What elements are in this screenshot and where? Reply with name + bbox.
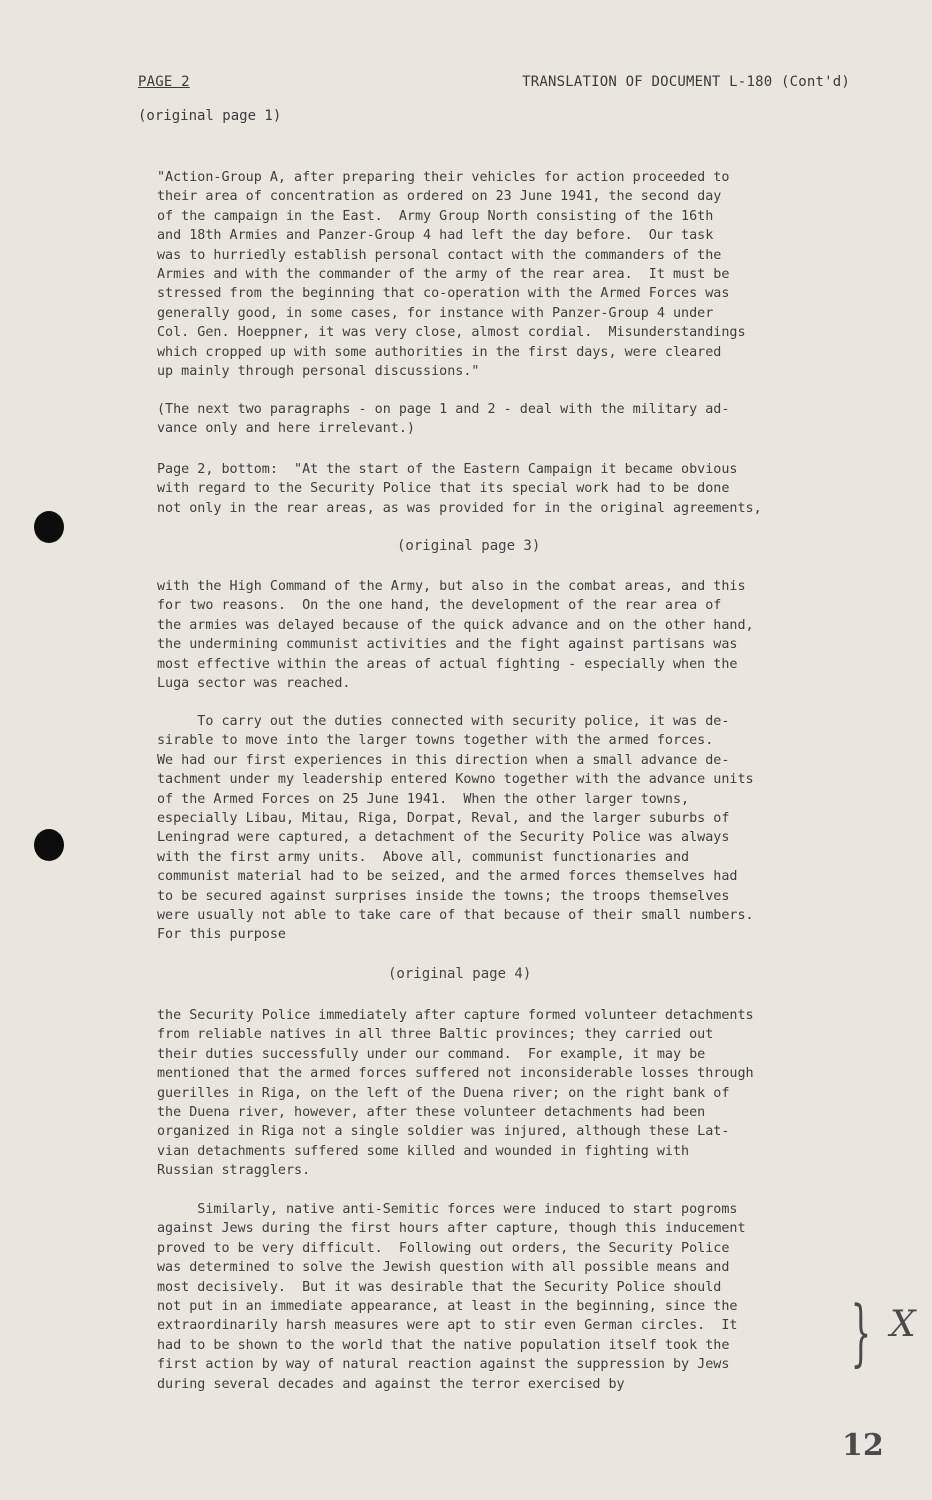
paragraph-5: To carry out the duties connected with security police, it was de- sirable to move into the larger towns together with the armed forces. We had our first experiences in this direction when a small advance de- tachment under my leadership entered Kowno together with the advance units of the Armed Forces on 25 June 1941. When the other larger towns, especially Libau, Mitau, Riga, Dorpat, Reval, and the larger suburbs of Leningrad were captured, a detachment of the Security Police was always with the first army units. Above all, communist functionaries and communist material had to be seized, and the armed forces themselves had to be secured against surprises inside the towns; the troops themselves were usually not able to take care of that because of their small numbers. For this purpose [157, 714, 754, 943]
handwritten-page-number: 12 [842, 1428, 884, 1463]
paragraph-7: Similarly, native anti-Semitic forces were induced to start pogroms against Jews during the first hours after capture, though this inducement proved to be very difficult. Following out orders, the Security Police was determined to solve the Jewish question with all possible means and most decisively. But it was desirable that the Security Police should not put in an immediate appearance, at least in the beginning, since the extraordinarily harsh measures were apt to stir even German circles. It had to be shown to the world that the native population itself took the first action by way of natural reaction against the suppression by Jews during several decades and against the terror exercised by [157, 1202, 746, 1392]
paragraph-2: (The next two paragraphs - on page 1 and 2 - deal with the military ad- vance only and here irrelevant.) [157, 402, 730, 437]
original-page-4-marker: (original page 4) [388, 966, 532, 982]
document-title: TRANSLATION OF DOCUMENT L-180 (Cont'd) [522, 74, 850, 90]
paragraph-6: the Security Police immediately after capture formed volunteer detachments from reliable natives in all three Baltic provinces; they carried out their duties successfully under our command. For example, it may be mentioned that the armed forces suffered not inconsiderable losses through guerilles in Riga, on the left of the Duena river; on the right bank of the Duena river, however, after these volunteer detachments had been organized in Riga not a single soldier was injured, although these Lat- vian detachments suffered some killed and wounded in fighting with Russian stragglers. [157, 1008, 754, 1179]
punch-hole-icon [34, 829, 64, 861]
page-label: PAGE 2 [138, 74, 190, 90]
paragraph-3: Page 2, bottom: "At the start of the Eastern Campaign it became obvious with regard to the Security Police that its special work had to be done not only in the rear areas, as was provided for in the original agreements, [157, 462, 762, 516]
margin-x-mark: X [890, 1304, 916, 1345]
original-page-note: (original page 1) [138, 108, 282, 124]
original-page-3-marker: (original page 3) [397, 538, 541, 554]
paragraph-4: with the High Command of the Army, but also in the combat areas, and this for two reasons. On the one hand, the development of the rear area of the armies was delayed because of the quick advance and on the other hand, the undermining communist activities and the fight against partisans was most effective within the areas of actual fighting - especially when the Luga sector was reached. [157, 579, 754, 692]
punch-hole-icon [34, 511, 64, 543]
margin-brace-icon: } [850, 1290, 872, 1374]
paragraph-1: "Action-Group A, after preparing their vehicles for action proceeded to their area of concentration as ordered on 23 June 1941, the second day of the campaign in the East. Army Group North consisting of the 16th and 18th Armies and Panzer-Group 4 had left the day before. Our task was to hurriedly establish personal contact with the commanders of the Armies and with the commander of the army of the rear area. It must be stressed from the beginning that co-operation with the Armed Forces was generally good, in some cases, for instance with Panzer-Group 4 under Col. Gen. Hoeppner, it was very close, almost cordial. Misunderstandings which cropped up with some authorities in the first days, were cleared up mainly through personal discussions." [157, 170, 746, 380]
